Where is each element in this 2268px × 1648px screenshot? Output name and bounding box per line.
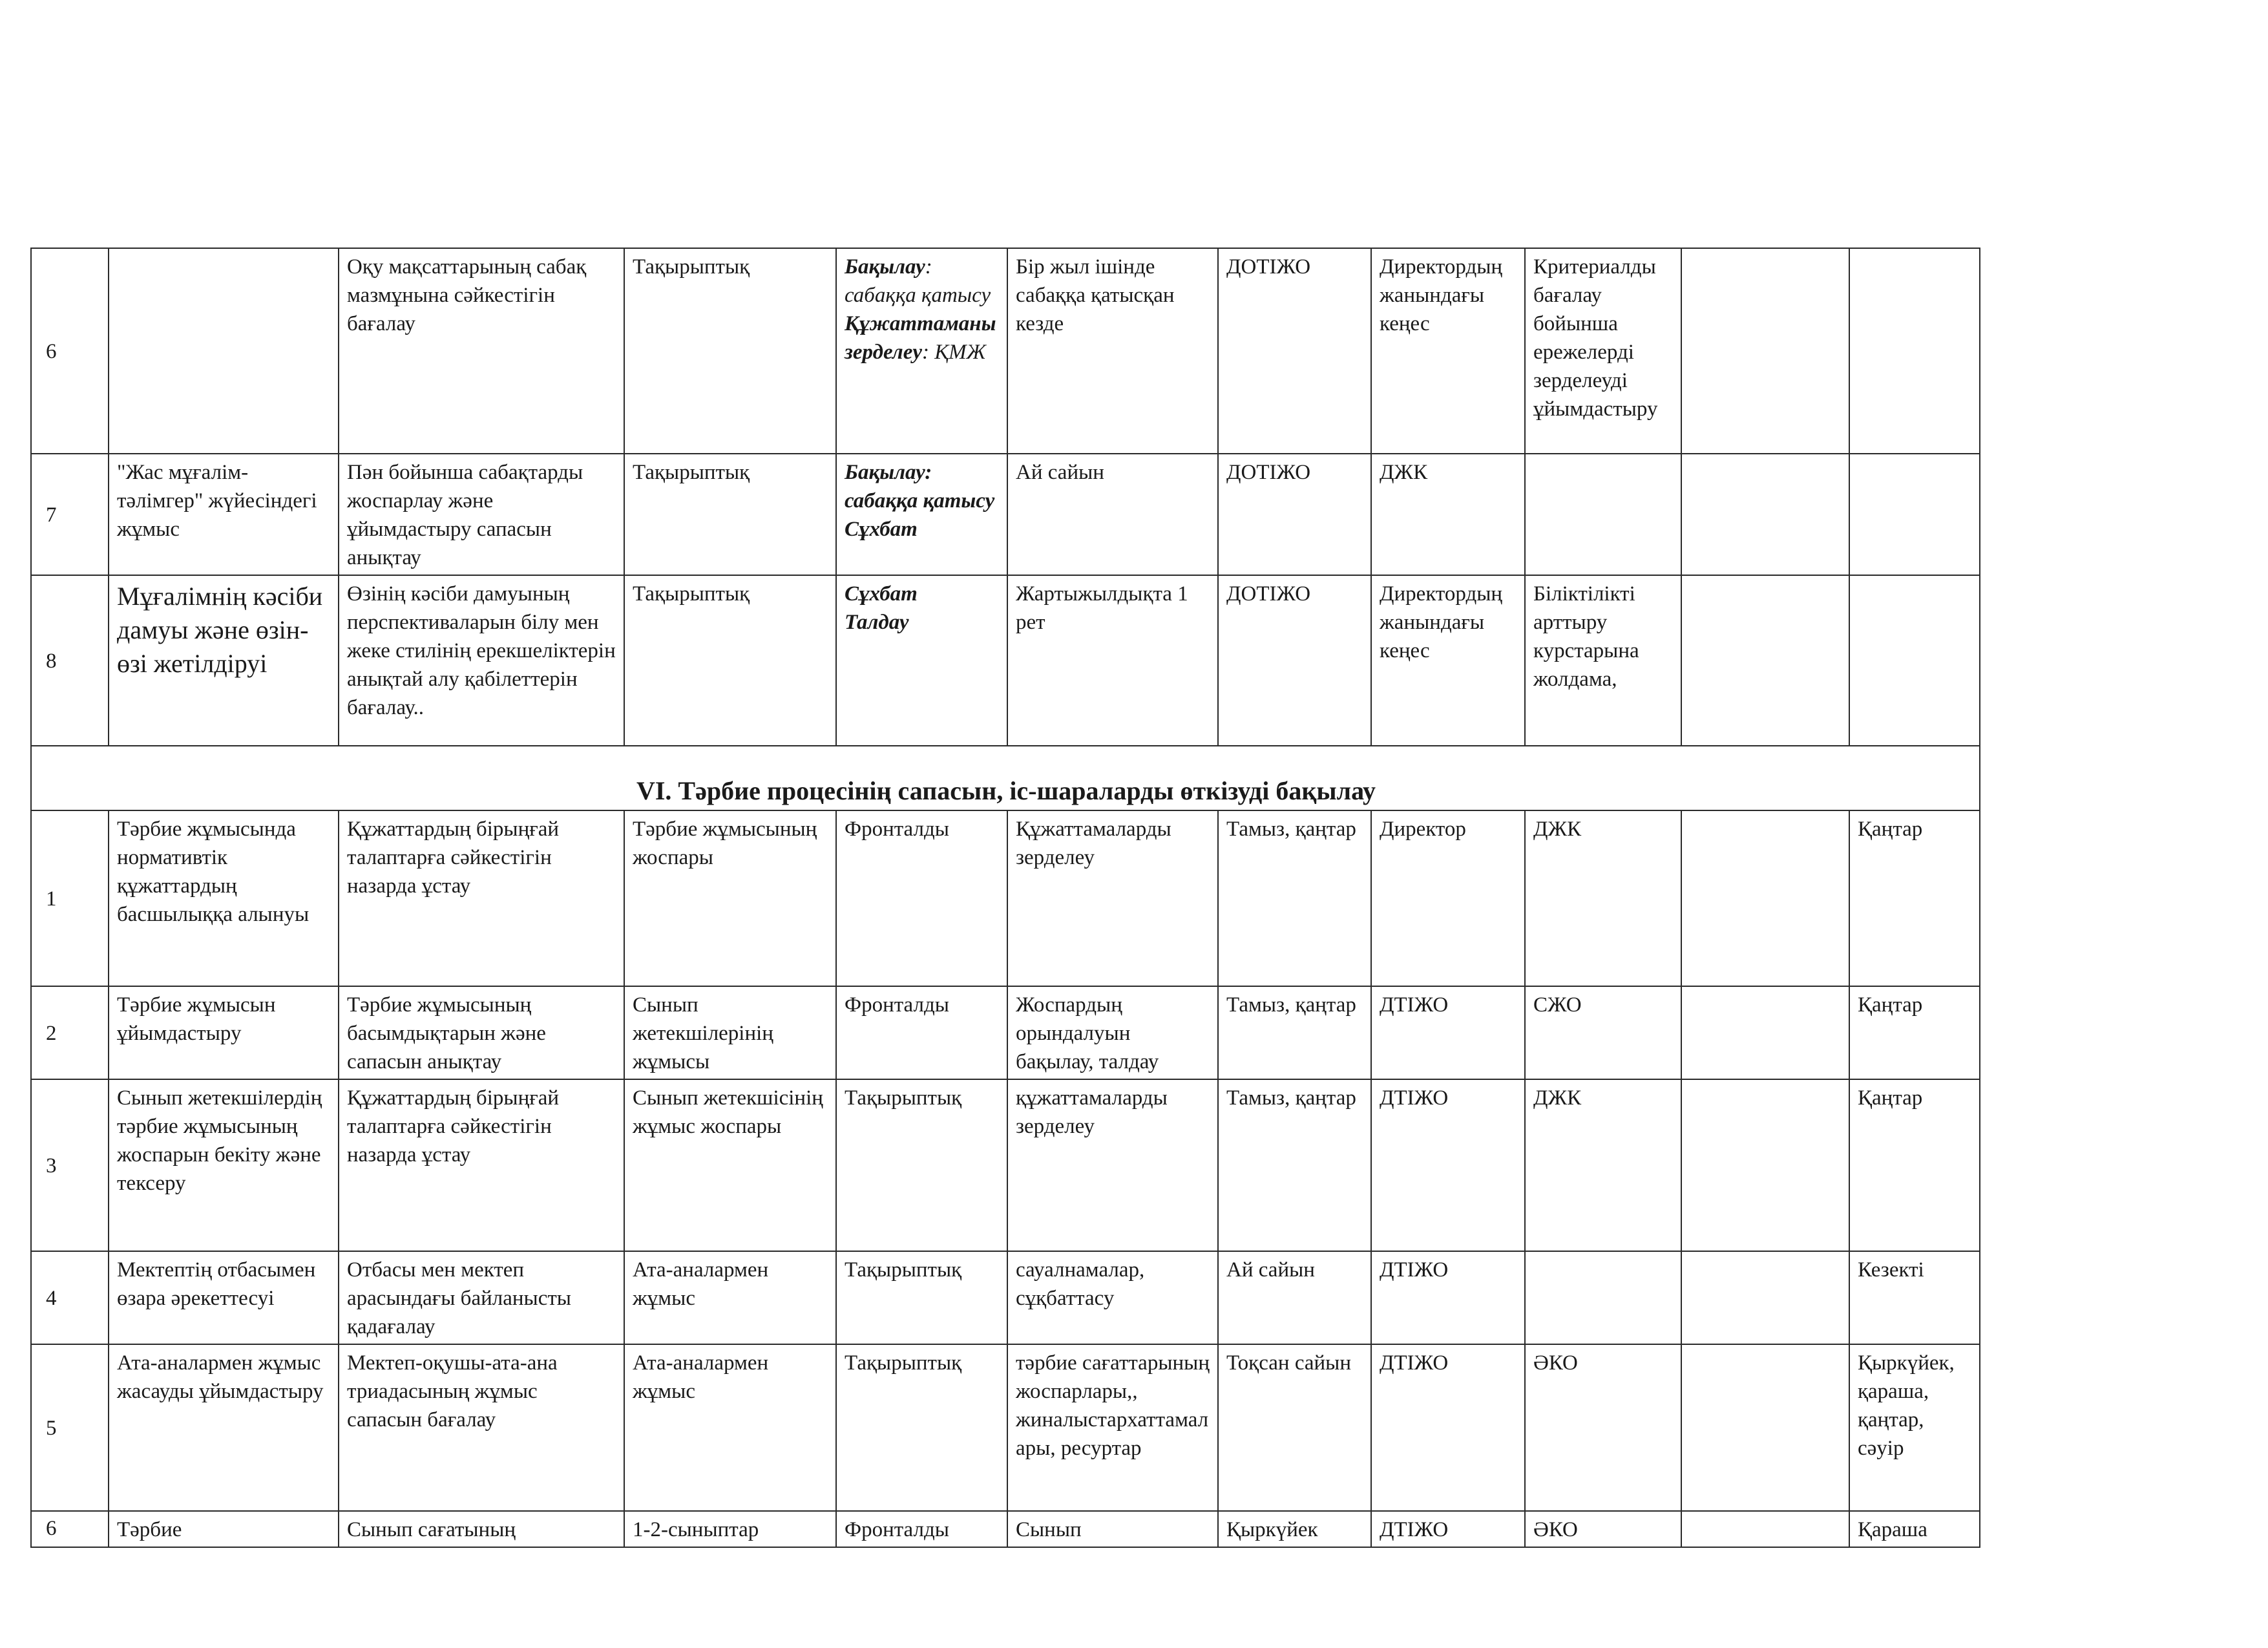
cell-type: Тақырыптық: [836, 1251, 1007, 1344]
cell-repeat: [1849, 248, 1980, 454]
cell-method: сауалнамалар, сұқбаттасу: [1007, 1251, 1218, 1344]
cell-repeat: Қаңтар: [1849, 1079, 1980, 1251]
cell-review-place: Директордың жанындағы кеңес: [1371, 248, 1525, 454]
cell-type: Тақырыптық: [624, 248, 836, 454]
cell-responsible: ДТІЖО: [1371, 1079, 1525, 1251]
cell-extra: [1681, 454, 1849, 575]
cell-review-place: СЖО: [1525, 986, 1681, 1079]
row-number: 8: [31, 575, 109, 746]
table-row: [31, 1511, 1980, 1547]
cell-direction: Тәрбие жұмысын ұйымдастыру: [109, 986, 339, 1079]
cell-direction: "Жас мұғалім-тәлімгер" жүйесіндегі жұмыс: [109, 454, 339, 575]
cell-goal: Мектеп-оқушы-ата-ана триадасының жұмыс сапасын бағалау: [339, 1344, 624, 1511]
cell-review-place: Директордың жанындағы кеңес: [1371, 575, 1525, 746]
cell-timing: Ай сайын: [1007, 454, 1218, 575]
cell-responsible: ДОТІЖО: [1218, 575, 1371, 746]
cell-type: Тақырыптық: [836, 1344, 1007, 1511]
cell-repeat: Кезекті: [1849, 1251, 1980, 1344]
table-row: [31, 1344, 1980, 1511]
row-number: 6: [31, 1511, 109, 1547]
cell-timing: Бір жыл ішінде сабаққа қатысқан кезде: [1007, 248, 1218, 454]
section-heading: [31, 746, 1980, 810]
method-part: Сұхбат: [845, 518, 918, 541]
method-part: : сабаққа қатысу: [845, 255, 991, 307]
cell-responsible: ДОТІЖО: [1218, 454, 1371, 575]
method-part: Талдау: [845, 611, 909, 634]
method-part: Сұхбат: [845, 582, 918, 606]
cell-method: [836, 248, 1007, 454]
cell-direction: Мектептің отбасымен өзара әрекеттесуі: [109, 1251, 339, 1344]
cell-object: Ата-аналармен жұмыс: [624, 1251, 836, 1344]
cell-repeat: [1849, 454, 1980, 575]
cell-type: Тақырыптық: [836, 1079, 1007, 1251]
cell-timing: Тамыз, қаңтар: [1218, 810, 1371, 986]
cell-responsible: ДТІЖО: [1371, 986, 1525, 1079]
cell-responsible: ДТІЖО: [1371, 1251, 1525, 1344]
cell-goal: Құжаттардың бірыңғай талаптарға сәйкестігін назарда ұстау: [339, 810, 624, 986]
cell-direction: Мұғалімнің кәсіби дамуы және өзін-өзі жетілдіруі: [109, 575, 339, 746]
table-row: [31, 575, 1980, 746]
cell-goal: Оқу мақсаттарының сабақ мазмұнына сәйкестігін бағалау: [339, 248, 624, 454]
cell-object: Сынып жетекшілерінің жұмысы: [624, 986, 836, 1079]
cell-direction: Тәрбие жұмысында нормативтік құжаттардың басшылыққа алынуы: [109, 810, 339, 986]
cell-method: тәрбие сағаттарының жоспарлары,, жиналыстархаттамалары, ресуртар: [1007, 1344, 1218, 1511]
table-row: [31, 248, 1980, 454]
cell-extra: [1681, 248, 1849, 454]
table-row: [31, 986, 1980, 1079]
cell-goal: Пән бойынша сабақтарды жоспарлау және ұйымдастыру сапасын анықтау: [339, 454, 624, 575]
cell-decision: Біліктілікті арттыру курстарына жолдама,: [1525, 575, 1681, 746]
cell-object: Тәрбие жұмысының жоспары: [624, 810, 836, 986]
cell-timing: Ай сайын: [1218, 1251, 1371, 1344]
cell-method: Құжаттамаларды зерделеу: [1007, 810, 1218, 986]
row-number: 1: [31, 810, 109, 986]
row-number: 4: [31, 1251, 109, 1344]
cell-responsible: ДТІЖО: [1371, 1511, 1525, 1547]
cell-method: Сынып: [1007, 1511, 1218, 1547]
cell-extra: [1681, 575, 1849, 746]
cell-review-place: ДЖК: [1525, 810, 1681, 986]
cell-type: Фронталды: [836, 1511, 1007, 1547]
cell-timing: Қыркүйек: [1218, 1511, 1371, 1547]
cell-goal: Отбасы мен мектеп арасындағы байланысты қадағалау: [339, 1251, 624, 1344]
plan-table: [30, 248, 1980, 1548]
method-part: Құжаттаманы зерделеу: [845, 312, 996, 364]
cell-extra: [1681, 810, 1849, 986]
table-row: [31, 810, 1980, 986]
cell-timing: Жартыжылдықта 1 рет: [1007, 575, 1218, 746]
method-part: : ҚМЖ: [922, 341, 986, 364]
cell-extra: [1681, 1251, 1849, 1344]
cell-review-place: ӘКО: [1525, 1344, 1681, 1511]
cell-extra: [1681, 1079, 1849, 1251]
cell-responsible: Директор: [1371, 810, 1525, 986]
cell-review-place: ДЖК: [1525, 1079, 1681, 1251]
table-row: [31, 1079, 1980, 1251]
cell-extra: [1681, 1344, 1849, 1511]
cell-method: [836, 575, 1007, 746]
cell-type: Фронталды: [836, 810, 1007, 986]
cell-object: 1-2-сыныптар: [624, 1511, 836, 1547]
row-number: 6: [31, 248, 109, 454]
row-number: 7: [31, 454, 109, 575]
row-number: 2: [31, 986, 109, 1079]
row-number: 5: [31, 1344, 109, 1511]
cell-goal: Өзінің кәсіби дамуының перспективаларын білу мен жеке стилінің ерекшеліктерін анықтай алу қабілеттерін бағалау..: [339, 575, 624, 746]
cell-goal: Сынып сағатының: [339, 1511, 624, 1547]
cell-method: Жоспардың орындалуын бақылау, талдау: [1007, 986, 1218, 1079]
cell-method: [836, 454, 1007, 575]
cell-direction: Тәрбие: [109, 1511, 339, 1547]
cell-goal: Тәрбие жұмысының басымдықтарын және сапасын анықтау: [339, 986, 624, 1079]
cell-review-place: ДЖК: [1371, 454, 1525, 575]
cell-goal: Құжаттардың бірыңғай талаптарға сәйкестігін назарда ұстау: [339, 1079, 624, 1251]
cell-decision: Критериалды бағалау бойынша ережелерді зерделеуді ұйымдастыру: [1525, 248, 1681, 454]
cell-repeat: [1849, 575, 1980, 746]
method-part: Бақылау: [845, 255, 925, 279]
cell-extra: [1681, 1511, 1849, 1547]
cell-object: Сынып жетекшісінің жұмыс жоспары: [624, 1079, 836, 1251]
cell-direction: Сынып жетекшілердің тәрбие жұмысының жоспарын бекіту және тексеру: [109, 1079, 339, 1251]
cell-repeat: Қыркүйек, қараша, қаңтар, сәуір: [1849, 1344, 1980, 1511]
cell-method: құжаттамаларды зерделеу: [1007, 1079, 1218, 1251]
cell-review-place: ӘКО: [1525, 1511, 1681, 1547]
section-title: VI. Тәрбие процесінің сапасын, іс-шараларды өткізуді бақылау: [636, 776, 1376, 805]
cell-repeat: Қараша: [1849, 1511, 1980, 1547]
cell-repeat: Қаңтар: [1849, 986, 1980, 1079]
cell-extra: [1681, 986, 1849, 1079]
cell-direction: Ата-аналармен жұмыс жасауды ұйымдастыру: [109, 1344, 339, 1511]
cell-responsible: ДОТІЖО: [1218, 248, 1371, 454]
cell-repeat: Қаңтар: [1849, 810, 1980, 986]
method-part: Бақылау: сабаққа қатысу: [845, 461, 995, 512]
table-row: [31, 1251, 1980, 1344]
cell-timing: Тамыз, қаңтар: [1218, 986, 1371, 1079]
table-row: [31, 454, 1980, 575]
cell-type: Фронталды: [836, 986, 1007, 1079]
cell-review-place: [1525, 1251, 1681, 1344]
cell-timing: Тамыз, қаңтар: [1218, 1079, 1371, 1251]
section-row: [31, 746, 1980, 810]
cell-direction: [109, 248, 339, 454]
cell-decision: [1525, 454, 1681, 575]
row-number: 3: [31, 1079, 109, 1251]
cell-type: Тақырыптық: [624, 454, 836, 575]
cell-type: Тақырыптық: [624, 575, 836, 746]
cell-timing: Тоқсан сайын: [1218, 1344, 1371, 1511]
cell-responsible: ДТІЖО: [1371, 1344, 1525, 1511]
cell-object: Ата-аналармен жұмыс: [624, 1344, 836, 1511]
